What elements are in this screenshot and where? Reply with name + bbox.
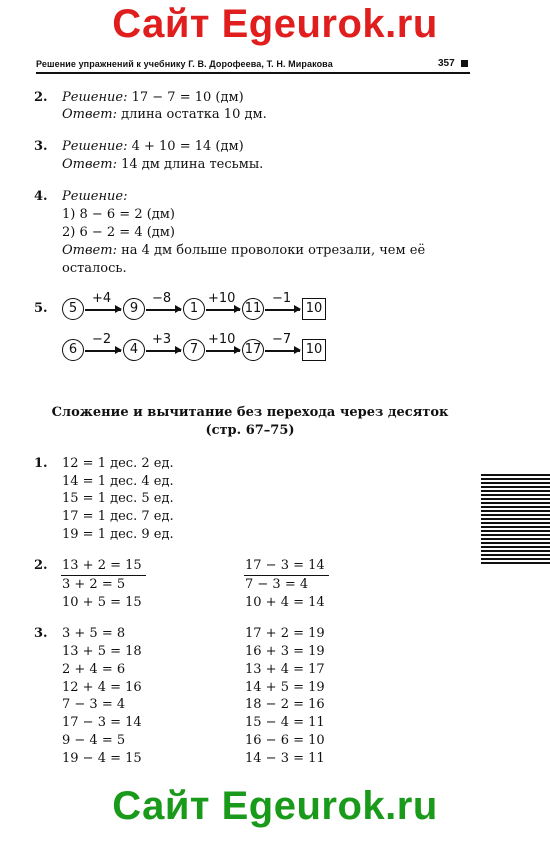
chain-2-op-1: −2	[92, 332, 112, 347]
equation: 3 + 5 = 8	[62, 626, 126, 641]
arrow-icon	[85, 309, 121, 311]
list-item: 17 = 1 дес. 7 ед.	[62, 509, 174, 524]
exercise-5-number: 5.	[34, 301, 48, 316]
stripe-index-tab	[481, 474, 550, 565]
exercise-2-solution	[62, 90, 244, 105]
section-exercise-2-number: 2.	[34, 558, 48, 573]
exercise-4-number: 4.	[34, 189, 48, 204]
chain-2-op-4: −7	[272, 332, 292, 347]
arrow-icon	[265, 309, 300, 311]
exercise-4-step-2: 2) 6 − 2 = 4 (дм)	[62, 225, 175, 240]
equation: 10 + 4 = 14	[245, 595, 325, 610]
running-header: Решение упражнений к учебнику Г. В. Дорофеева, Т. Н. Миракова	[36, 59, 333, 69]
equation: 17 − 3 = 14	[245, 558, 325, 573]
equation: 9 − 4 = 5	[62, 733, 126, 748]
section-pages: (стр. 67–75)	[205, 423, 295, 438]
exercise-4-solution-label: Решение:	[62, 189, 128, 204]
solution-text: 4 + 10 = 14 (дм)	[127, 139, 244, 154]
arrow-icon	[206, 350, 240, 352]
fraction-bar	[61, 575, 146, 576]
section-exercise-1-number: 1.	[34, 456, 48, 471]
exercise-3-solution	[62, 139, 244, 154]
equation: 16 + 3 = 19	[245, 644, 325, 659]
chain-1-op-2: −8	[152, 291, 172, 306]
equation: 14 + 5 = 19	[245, 680, 325, 695]
list-item: 19 = 1 дес. 9 ед.	[62, 527, 174, 542]
site-watermark-top: Сайт Egeurok.ru	[112, 2, 438, 46]
equation: 13 + 2 = 15	[62, 558, 142, 573]
exercise-4-answer	[62, 243, 425, 258]
chain-2-op-3: +10	[208, 332, 236, 347]
equation: 15 − 4 = 11	[245, 715, 325, 730]
chain-1-op-3: +10	[208, 291, 236, 306]
equation: 3 + 2 = 5	[62, 577, 126, 592]
site-watermark-bottom: Сайт Egeurok.ru	[112, 784, 438, 828]
answer-label: Ответ:	[62, 107, 117, 122]
answer-label: Ответ:	[62, 157, 117, 172]
solution-label: Решение:	[62, 139, 128, 154]
equation: 13 + 4 = 17	[245, 662, 325, 677]
chain-1-node-1: 5	[62, 298, 84, 320]
chain-1-op-1: +4	[92, 291, 112, 306]
equation: 10 + 5 = 15	[62, 595, 142, 610]
exercise-2-answer	[62, 107, 267, 122]
list-item: 15 = 1 дес. 5 ед.	[62, 491, 174, 506]
fraction-bar	[244, 575, 329, 576]
equation: 16 − 6 = 10	[245, 733, 325, 748]
chain-1-node-3: 1	[183, 298, 205, 320]
chain-1-node-2: 9	[123, 298, 145, 320]
chain-1-node-4: 11	[242, 298, 264, 320]
chain-1-result: 10	[302, 298, 326, 320]
equation: 2 + 4 = 6	[62, 662, 126, 677]
equation: 18 − 2 = 16	[245, 697, 325, 712]
answer-text: 14 дм длина тесьмы.	[116, 157, 264, 172]
exercise-3-number: 3.	[34, 139, 48, 154]
list-item: 14 = 1 дес. 4 ед.	[62, 474, 174, 489]
chain-1-op-4: −1	[272, 291, 292, 306]
exercise-2-number: 2.	[34, 90, 48, 105]
section-exercise-3-number: 3.	[34, 626, 48, 641]
equation: 7 − 3 = 4	[62, 697, 126, 712]
list-item: 12 = 1 дес. 2 ед.	[62, 456, 174, 471]
answer-text: на 4 дм больше проволоки отрезали, чем её	[116, 243, 426, 258]
solution-label: Решение:	[62, 90, 128, 105]
chain-2-node-2: 4	[123, 339, 145, 361]
chain-2-node-3: 7	[183, 339, 205, 361]
equation: 13 + 5 = 18	[62, 644, 142, 659]
equation: 17 + 2 = 19	[245, 626, 325, 641]
exercise-4-answer-continued: осталось.	[62, 261, 127, 276]
arrow-icon	[85, 350, 121, 352]
answer-label: Ответ:	[62, 243, 117, 258]
arrow-icon	[146, 350, 181, 352]
equation: 17 − 3 = 14	[62, 715, 142, 730]
chain-2-node-4: 17	[242, 339, 264, 361]
arrow-icon	[206, 309, 240, 311]
page-marker-square-icon	[461, 60, 468, 67]
chain-2-node-1: 6	[62, 339, 84, 361]
exercise-3-answer	[62, 157, 263, 172]
arrow-icon	[146, 309, 181, 311]
header-rule	[36, 72, 470, 74]
equation: 7 − 3 = 4	[245, 577, 309, 592]
page-number: 357	[438, 58, 455, 69]
chain-2-op-2: +3	[152, 332, 172, 347]
equation: 12 + 4 = 16	[62, 680, 142, 695]
chain-2-result: 10	[302, 339, 326, 361]
exercise-4-step-1: 1) 8 − 6 = 2 (дм)	[62, 207, 175, 222]
equation: 14 − 3 = 11	[245, 751, 325, 766]
answer-text: длина остатка 10 дм.	[116, 107, 267, 122]
equation: 19 − 4 = 15	[62, 751, 142, 766]
section-title: Сложение и вычитание без перехода через десяток	[51, 405, 449, 420]
arrow-icon	[265, 350, 300, 352]
solution-text: 17 − 7 = 10 (дм)	[127, 90, 244, 105]
